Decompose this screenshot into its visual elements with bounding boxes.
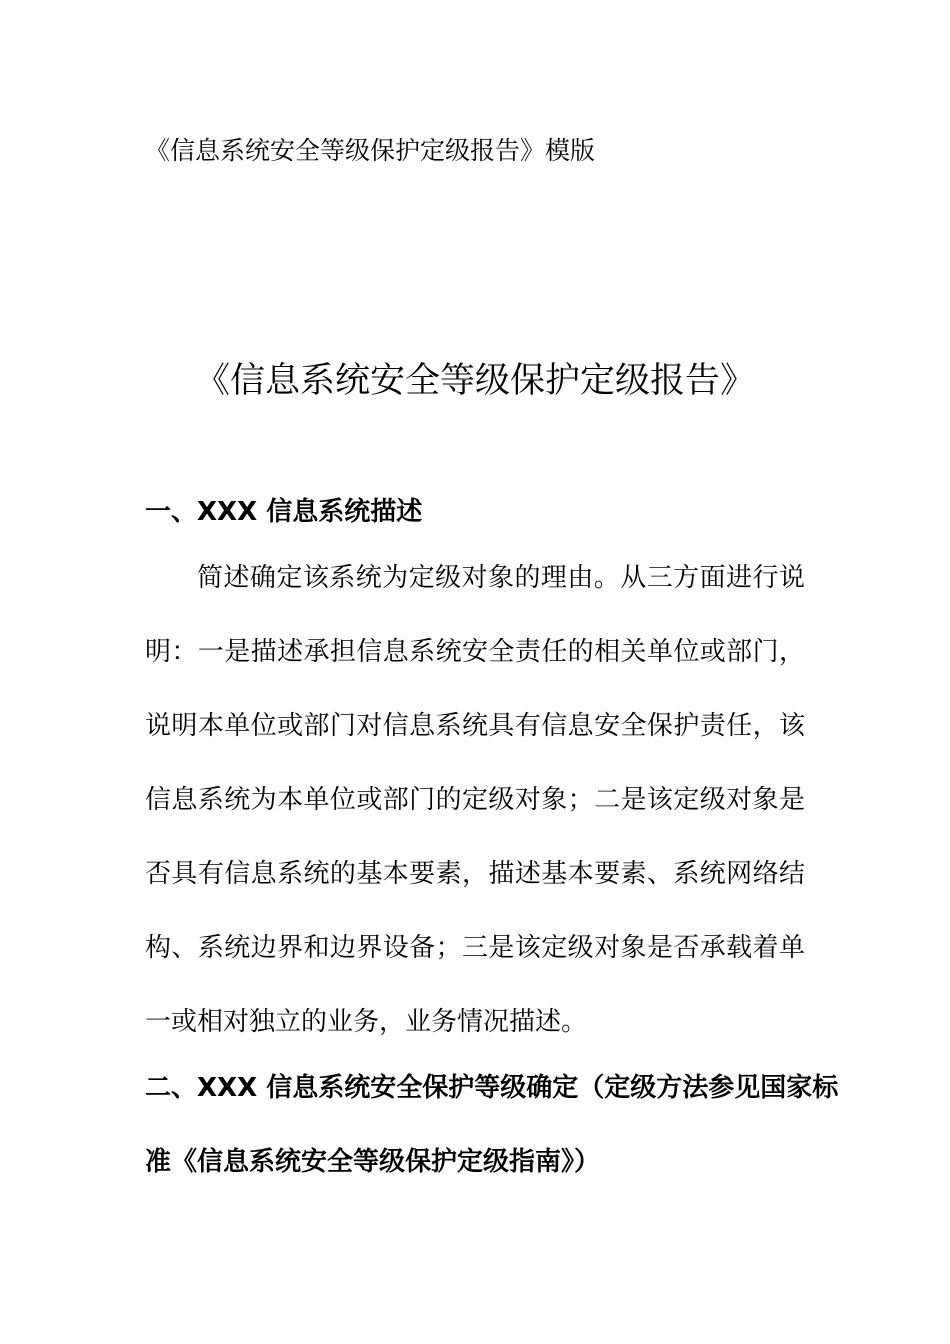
section-2-heading-line: 准《信息系统安全等级保护定级指南》） (145, 1147, 601, 1177)
section-1-body-line: 信息系统为本单位或部门的定级对象；二是该定级对象是 (145, 785, 805, 815)
section-1-body-line: 否具有信息系统的基本要素，描述基本要素、系统网络结 (145, 859, 805, 889)
section-1-body-line: 构、系统边界和边界设备；三是该定级对象是否承载着单 (145, 933, 805, 963)
section-1-heading: 一、XXX 信息系统描述 (145, 497, 423, 527)
section-2-heading-line: 二、XXX 信息系统安全保护等级确定（定级方法参见国家标 (145, 1073, 839, 1103)
main-title: 《信息系统安全等级保护定级报告》 (194, 361, 755, 401)
template-title: 《信息系统安全等级保护定级报告》模版 (145, 136, 596, 165)
section-1-body-line: 一或相对独立的业务，业务情况描述。 (145, 1007, 588, 1037)
section-1-body-line: 简述确定该系统为定级对象的理由。从三方面进行说 (197, 563, 805, 593)
section-1-body-line: 说明本单位或部门对信息系统具有信息安全保护责任，该 (145, 711, 805, 741)
section-1-body-line: 明：一是描述承担信息系统安全责任的相关单位或部门， (145, 637, 805, 667)
